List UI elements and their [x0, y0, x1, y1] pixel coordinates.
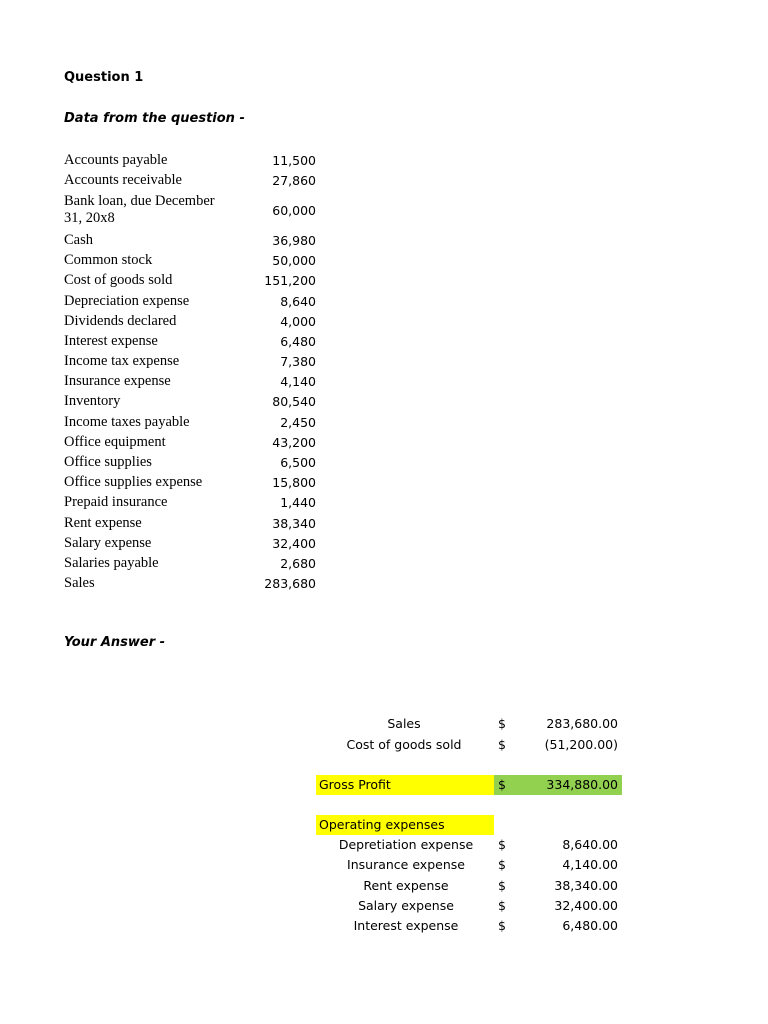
expense-value: 38,340.00 — [554, 878, 618, 893]
table-row — [64, 493, 316, 513]
expense-row — [0, 835, 768, 855]
row-label: Salary expense — [64, 534, 152, 551]
data-table — [64, 150, 316, 594]
answer-heading: Your Answer - — [64, 635, 166, 650]
table-row — [64, 352, 316, 372]
currency-symbol: $ — [498, 918, 506, 933]
row-value: 38,340 — [272, 515, 316, 531]
row-label: Office equipment — [64, 433, 166, 450]
expense-label: Interest expense — [353, 918, 459, 933]
table-row — [64, 432, 316, 452]
table-row — [64, 150, 316, 170]
row-value: 6,480 — [280, 333, 316, 349]
cogs-value: (51,200.00) — [544, 737, 618, 752]
row-label: Insurance expense — [64, 373, 171, 390]
table-row — [64, 574, 316, 594]
row-value: 60,000 — [272, 202, 316, 218]
expense-label: Salary expense — [358, 898, 454, 913]
row-value: 32,400 — [272, 535, 316, 551]
table-row — [64, 311, 316, 331]
expense-row — [0, 916, 768, 936]
sales-row — [0, 714, 768, 734]
row-value: 1,440 — [280, 495, 316, 511]
row-value: 2,450 — [280, 414, 316, 430]
table-row — [64, 533, 316, 553]
table-row — [64, 331, 316, 351]
row-value: 36,980 — [272, 232, 316, 248]
row-value: 6,500 — [280, 455, 316, 471]
row-label: Interest expense — [64, 332, 158, 349]
table-row — [64, 251, 316, 271]
table-row — [64, 473, 316, 493]
row-value: 50,000 — [272, 253, 316, 269]
gross-profit-value: 334,880.00 — [546, 777, 618, 792]
currency-symbol: $ — [498, 716, 506, 731]
row-value: 80,540 — [272, 394, 316, 410]
row-value: 43,200 — [272, 434, 316, 450]
row-label: Depreciation expense — [64, 292, 190, 309]
row-value: 4,140 — [280, 374, 316, 390]
expense-row — [0, 855, 768, 875]
table-row — [64, 452, 316, 472]
currency-symbol: $ — [498, 857, 506, 872]
expense-value: 6,480.00 — [562, 918, 618, 933]
row-value: 11,500 — [272, 152, 316, 168]
sales-value: 283,680.00 — [546, 716, 618, 731]
row-label: Inventory — [64, 393, 121, 410]
row-label: Cost of goods sold — [64, 272, 173, 289]
operating-expenses-heading-row — [0, 815, 768, 835]
currency-symbol: $ — [498, 777, 506, 792]
gross-profit-label: Gross Profit — [316, 775, 494, 795]
row-label: Bank loan, due December 31, 20x8 — [64, 193, 215, 227]
expense-label: Depretiation expense — [338, 837, 474, 852]
row-label: Common stock — [64, 252, 153, 269]
row-label: Cash — [64, 231, 93, 248]
row-label: Accounts payable — [64, 151, 168, 168]
currency-symbol: $ — [498, 898, 506, 913]
expense-label: Rent expense — [363, 878, 449, 893]
question-title: Question 1 — [64, 70, 144, 85]
expense-row — [0, 876, 768, 896]
data-heading: Data from the question - — [64, 111, 245, 126]
expense-value: 32,400.00 — [554, 898, 618, 913]
row-value: 151,200 — [264, 273, 316, 289]
expense-value: 8,640.00 — [562, 837, 618, 852]
row-value: 283,680 — [264, 576, 316, 592]
row-value: 27,860 — [272, 172, 316, 188]
table-row — [64, 553, 316, 573]
table-row — [64, 291, 316, 311]
table-row — [64, 372, 316, 392]
currency-symbol: $ — [498, 737, 506, 752]
row-label: Income taxes payable — [64, 413, 190, 430]
cogs-label: Cost of goods sold — [346, 737, 462, 752]
expense-label: Insurance expense — [347, 857, 465, 872]
sales-label: Sales — [387, 716, 421, 731]
table-row — [64, 170, 316, 190]
row-value: 15,800 — [272, 475, 316, 491]
table-row — [64, 412, 316, 432]
table-row — [64, 271, 316, 291]
row-label: Office supplies — [64, 454, 152, 471]
expense-value: 4,140.00 — [562, 857, 618, 872]
table-row — [64, 230, 316, 250]
expense-row — [0, 896, 768, 916]
gross-profit-row — [0, 775, 768, 795]
row-value: 8,640 — [280, 293, 316, 309]
row-label: Salaries payable — [64, 554, 159, 571]
row-value: 2,680 — [280, 555, 316, 571]
row-label: Office supplies expense — [64, 474, 203, 491]
row-label: Sales — [64, 575, 95, 592]
row-label: Dividends declared — [64, 312, 177, 329]
row-label: Rent expense — [64, 514, 142, 531]
row-value: 4,000 — [280, 313, 316, 329]
row-label: Income tax expense — [64, 353, 180, 370]
row-label: Accounts receivable — [64, 171, 182, 188]
row-value: 7,380 — [280, 354, 316, 370]
cogs-row — [0, 735, 768, 755]
table-row — [64, 513, 316, 533]
currency-symbol: $ — [498, 878, 506, 893]
table-row — [64, 190, 316, 230]
operating-expenses-heading: Operating expenses — [316, 815, 494, 835]
table-row — [64, 392, 316, 412]
currency-symbol: $ — [498, 837, 506, 852]
row-label: Prepaid insurance — [64, 494, 168, 511]
